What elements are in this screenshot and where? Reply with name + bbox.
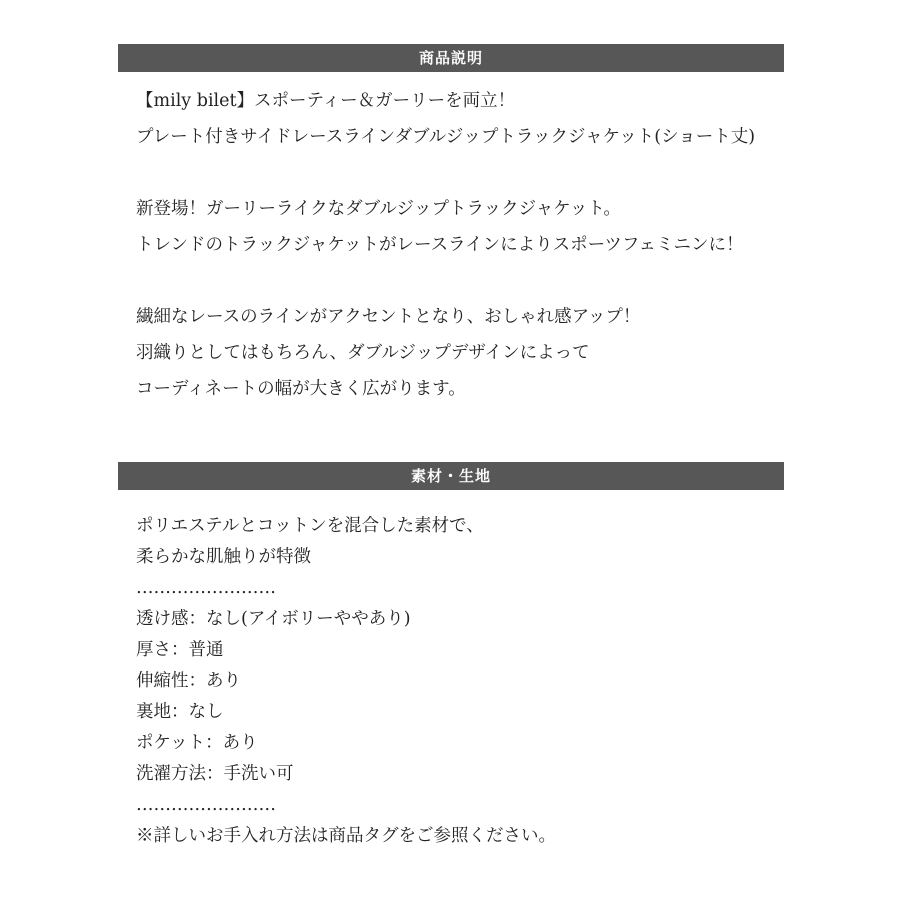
care-note: ※詳しいお手入れ方法は商品タグをご参照ください。 [136, 826, 556, 846]
description-line: プレート付きサイドレースラインダブルジップトラックジャケット(ショート丈) [136, 127, 756, 147]
description-line: 【mily bilet】スポーティー＆ガーリーを両立！ [136, 91, 516, 111]
section-header-description: 商品説明 [118, 44, 784, 72]
spec-thickness: 厚さ：普通 [136, 640, 224, 660]
description-line: 繊細なレースのラインがアクセントとなり、おしゃれ感アップ！ [136, 307, 641, 327]
spec-transparency: 透け感：なし(アイボリーややあり) [136, 609, 411, 629]
spec-washing: 洗濯方法：手洗い可 [136, 764, 294, 784]
dotted-divider: …………………… [136, 578, 276, 598]
paragraph-gap [136, 155, 776, 191]
spec-stretch: 伸縮性：あり [136, 671, 241, 691]
material-text [136, 511, 776, 852]
section-header-material: 素材・生地 [118, 462, 784, 490]
spec-pockets: ポケット：あり [136, 733, 258, 753]
material-intro-line: ポリエステルとコットンを混合した素材で、 [136, 516, 484, 536]
paragraph-gap [136, 263, 776, 299]
description-line: 羽織りとしてはもちろん、ダブルジップデザインによって [136, 343, 590, 363]
description-line: 新登場！ガーリーライクなダブルジップトラックジャケット。 [136, 199, 621, 219]
material-intro-line: 柔らかな肌触りが特徴 [136, 547, 311, 567]
dotted-divider: …………………… [136, 795, 276, 815]
description-text [136, 83, 776, 407]
description-line: コーディネートの幅が大きく広がります。 [136, 379, 466, 399]
description-line: トレンドのトラックジャケットがレースラインによりスポーツフェミニンに！ [136, 235, 744, 255]
spec-lining: 裏地：なし [136, 702, 224, 722]
